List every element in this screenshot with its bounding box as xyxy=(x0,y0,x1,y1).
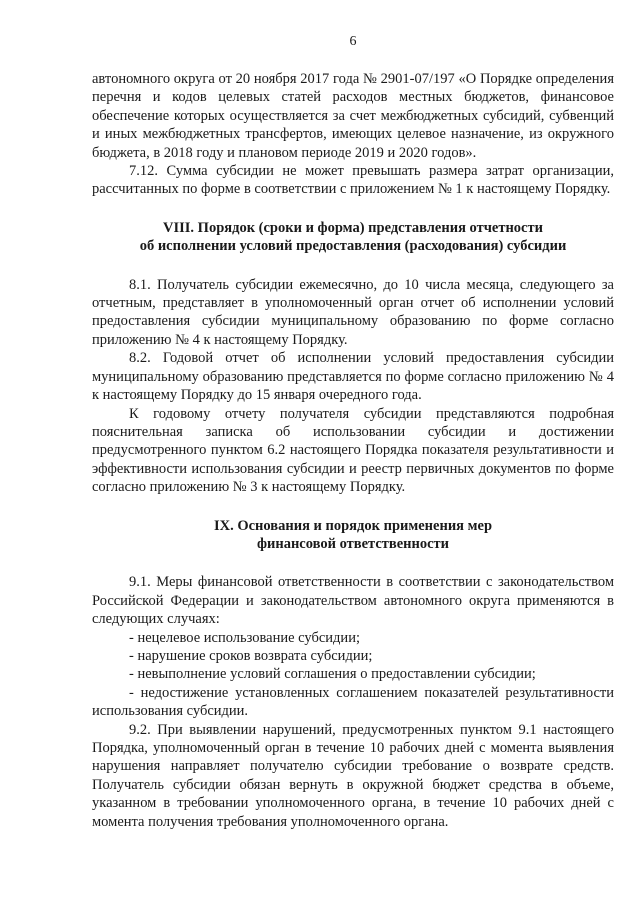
section8-heading-line2: об исполнении условий предоставления (расходования) субсидии xyxy=(139,238,567,255)
list-item: - нарушение сроков возврата субсидии; xyxy=(129,647,373,664)
page-number: 6 xyxy=(349,34,357,49)
section9-heading xyxy=(92,517,614,554)
section8-heading xyxy=(92,219,614,256)
section9-heading-line1: IX. Основания и порядок применения мер xyxy=(213,517,493,534)
list-item: - нецелевое использование субсидии; xyxy=(129,629,360,646)
document-body xyxy=(92,70,614,831)
paragraph-9-2: 9.2. При выявлении нарушений, предусмотренных пунктом 9.1 настоящего Порядка, уполномоченный орган в течение 10 рабочих дней с момента выявления нарушения направляет получателю субсидии требование о возврате средств. Получатель субсидии обязан вернуть в окружной бюджет средства в объеме, указанном в требовании уполномоченного органа, в течение 10 рабочих дней с момента получения требования уполномоченного органа. xyxy=(92,721,614,830)
paragraph-7-12: 7.12. Сумма субсидии не может превышать размера затрат организации, рассчитанных по форме в соответствии с приложением № 1 к настоящему Порядку. xyxy=(92,163,614,198)
paragraph-8-1: 8.1. Получатель субсидии ежемесячно, до 10 числа месяца, следующего за отчетным, представляет в уполномоченный орган отчет об исполнении условий предоставления субсидии муниципальному образованию по форме согласно приложению № 4 к настоящему Порядку. xyxy=(92,276,614,348)
paragraph-9-1: 9.1. Меры финансовой ответственности в соответствии с законодательством Российской Федерации и законодательством автономного округа применяются в следующих случаях: xyxy=(92,574,614,628)
paragraph-8-3: К годовому отчету получателя субсидии представляются подробная пояснительная записка об использовании субсидии и достижении предусмотренного пунктом 6.2 настоящего Порядка показателя результативности и эффективности использования субсидии и реестр первичных документов по форме согласно приложению № 3 к настоящему Порядку. xyxy=(92,405,614,496)
section9-heading-line2: финансовой ответственности xyxy=(256,535,450,552)
section8-heading-line1: VIII. Порядок (сроки и форма) представления отчетности xyxy=(163,219,543,236)
paragraph-8-2: 8.2. Годовой отчет об исполнении условий предоставления субсидии муниципальному образованию представляется по форме согласно приложению № 4 к настоящему Порядку до 15 января очередного года. xyxy=(92,350,614,404)
list-item: - недостижение установленных соглашением показателей результативности использования субсидии. xyxy=(92,684,614,720)
section7-continuation: автономного округа от 20 ноября 2017 года № 2901-07/197 «О Порядке определения перечня и кодов целевых статей расходов местных бюджетов, финансовое обеспечение которых осуществляется за счет межбюджетных субсидий, субвенций и иных межбюджетных трансфертов, имеющих целевое назначение, из окружного бюджета, в 2018 году и плановом периоде 2019 и 2020 годов». xyxy=(92,71,614,161)
list-item: - невыполнение условий соглашения о предоставлении субсидии; xyxy=(129,666,536,683)
